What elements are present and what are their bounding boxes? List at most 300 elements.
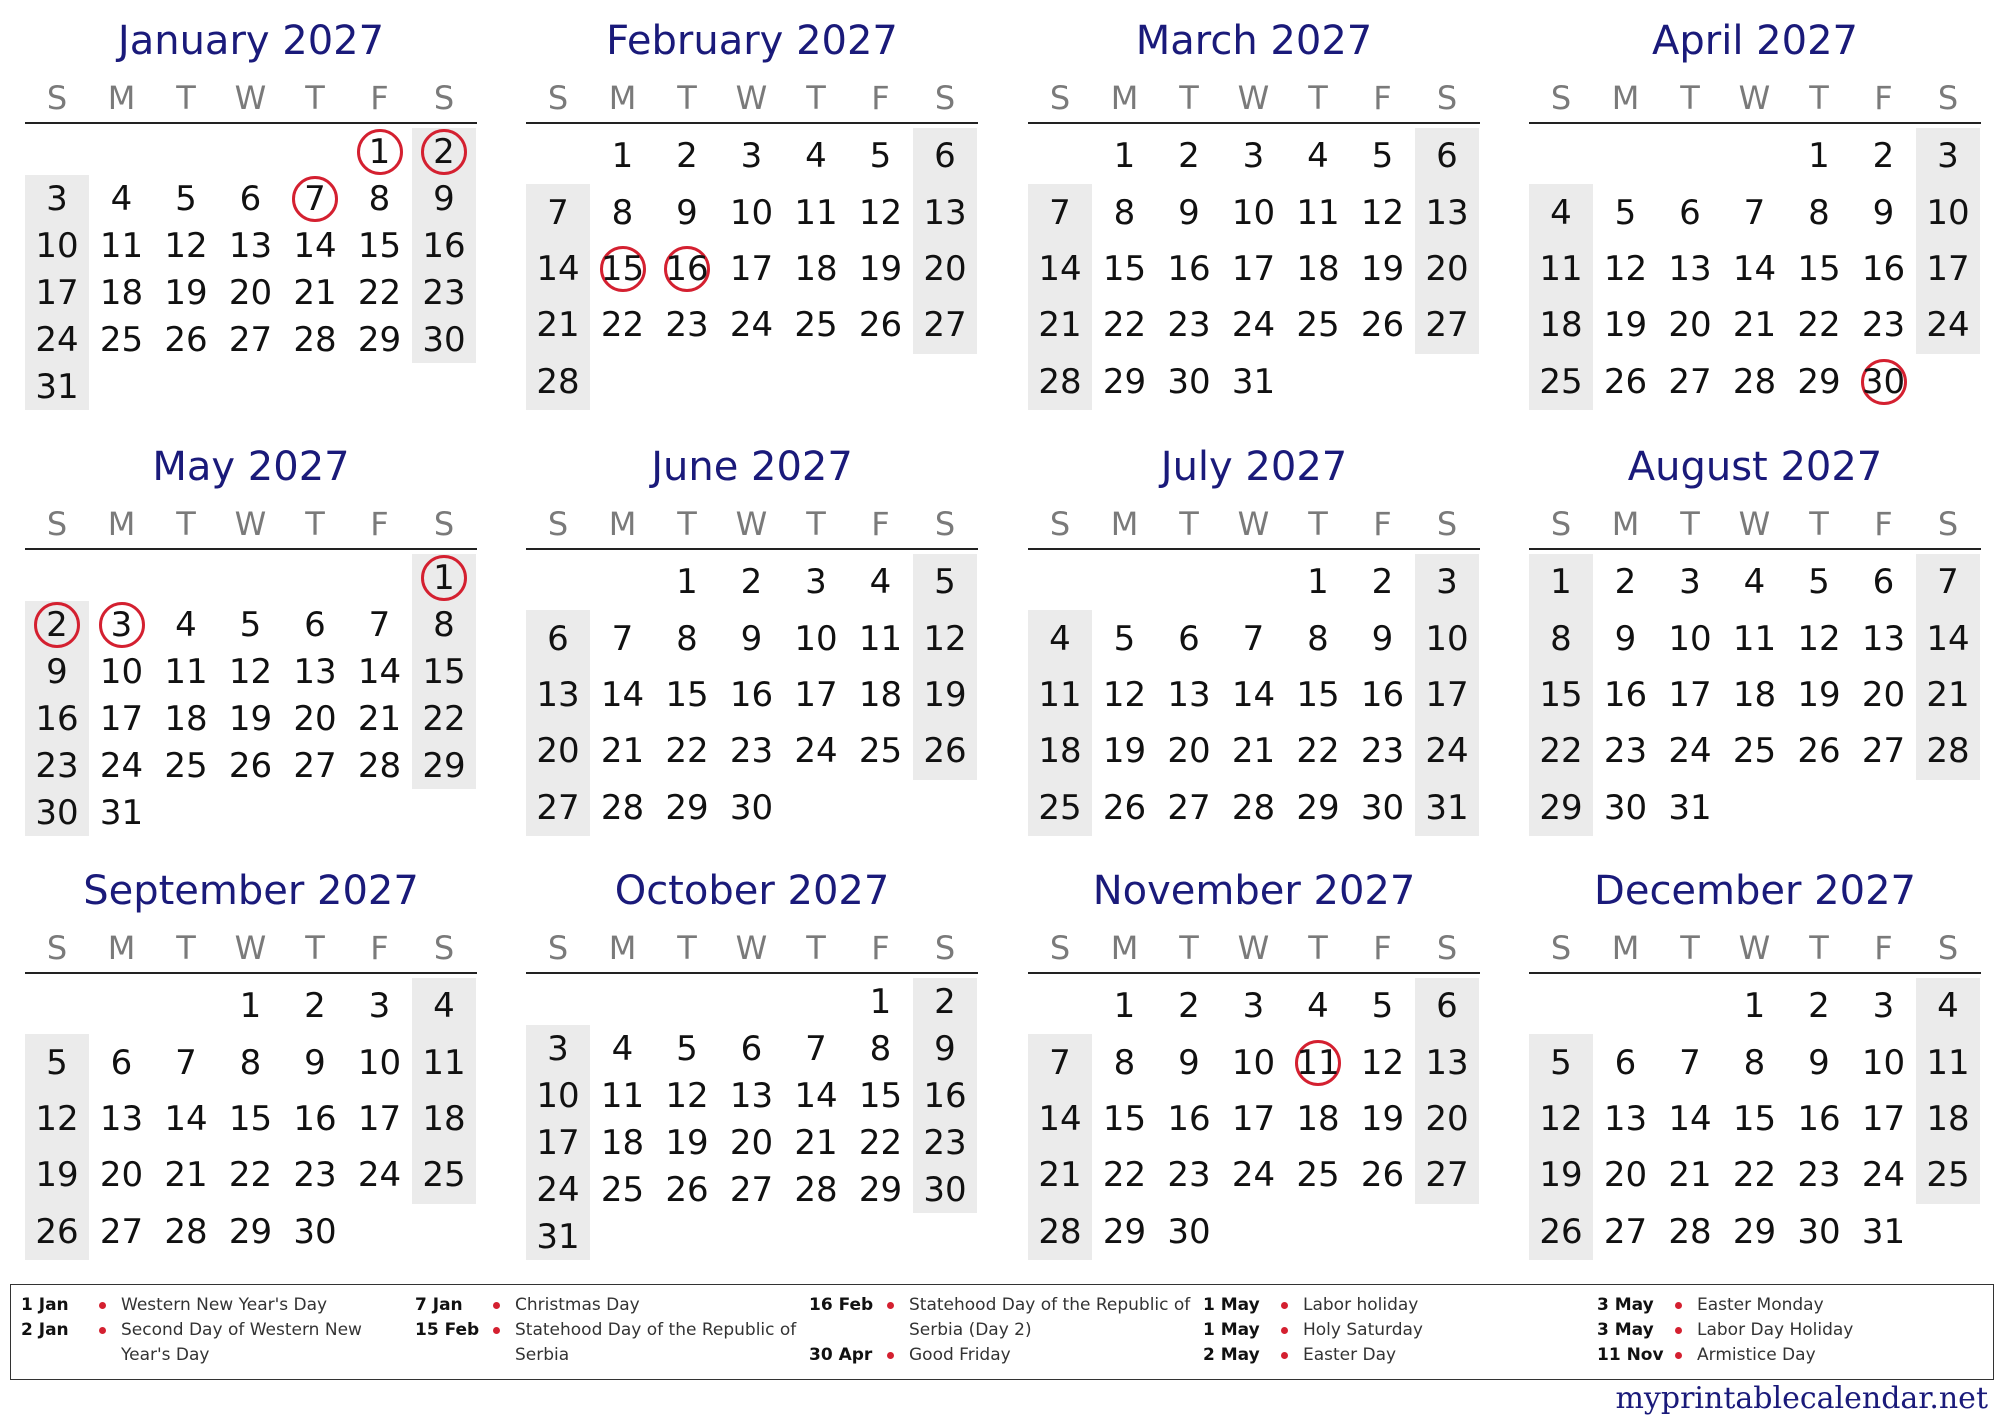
day-number: 24	[1231, 1155, 1276, 1196]
day-number: 23	[1603, 731, 1648, 772]
day-number: 9	[1808, 1042, 1830, 1083]
weekday-header: W	[1237, 505, 1270, 543]
day-number: 17	[729, 249, 774, 289]
day-number: 28	[1038, 1211, 1082, 1252]
day-number: 15	[1732, 1099, 1777, 1139]
day-number: 24	[99, 745, 144, 786]
day-number: 25	[794, 305, 838, 346]
day-number: 3	[547, 1028, 569, 1069]
weekday-header: T	[1809, 79, 1829, 117]
day-number: 12	[228, 651, 273, 692]
day-number: 11	[858, 618, 903, 659]
bullet-dot-icon	[1281, 1327, 1288, 1334]
day-number: 17	[794, 675, 838, 715]
holiday-legend	[10, 1284, 1994, 1380]
header-divider	[1028, 548, 1480, 550]
day-number: 24	[729, 305, 774, 346]
day-number: 21	[1038, 305, 1082, 346]
day-number: 7	[1679, 1042, 1701, 1083]
month-title: July 2027	[1160, 444, 1348, 490]
day-number: 27	[923, 305, 967, 346]
header-divider	[526, 122, 978, 124]
day-number: 18	[422, 1099, 466, 1139]
day-number: 22	[1102, 305, 1147, 346]
bullet-dot-icon	[1675, 1302, 1682, 1309]
holiday-name: Labor holiday	[1303, 1295, 1419, 1315]
weekday-header: S	[1550, 505, 1572, 543]
weekday-header: T	[176, 505, 196, 543]
day-number: 8	[1113, 1042, 1136, 1083]
day-number: 16	[923, 1075, 967, 1116]
month-calendar	[25, 850, 477, 1260]
day-number: 13	[1603, 1099, 1648, 1139]
weekday-header: S	[1937, 505, 1959, 543]
day-number: 6	[1436, 986, 1458, 1027]
day-number: 6	[1872, 562, 1895, 603]
day-number: 30	[293, 1211, 337, 1252]
weekday-header: M	[1110, 79, 1139, 117]
header-divider	[25, 548, 477, 550]
day-number: 4	[869, 562, 892, 603]
bullet-dot-icon	[1675, 1327, 1682, 1334]
day-number: 24	[357, 1155, 402, 1196]
weekday-header: S	[1937, 79, 1959, 117]
day-number: 13	[1167, 675, 1211, 715]
holiday-date: 3 May	[1597, 1320, 1654, 1340]
day-number: 20	[536, 731, 580, 772]
day-number: 14	[1231, 675, 1276, 715]
day-number: 19	[665, 1122, 709, 1163]
day-number: 7	[1049, 192, 1071, 233]
day-number: 18	[858, 675, 903, 715]
day-number: 13	[1425, 1042, 1469, 1083]
day-number: 6	[1178, 618, 1200, 659]
day-number: 3	[1937, 136, 1959, 177]
holiday-date: 2 May	[1203, 1345, 1260, 1365]
day-number: 27	[729, 1169, 774, 1210]
holiday-name: Easter Monday	[1697, 1295, 1824, 1315]
day-number: 26	[164, 319, 208, 360]
day-number: 26	[1797, 731, 1841, 772]
month-calendar	[1529, 850, 1981, 1260]
weekday-header: W	[1738, 929, 1771, 967]
day-number: 17	[1926, 249, 1970, 289]
bullet-dot-icon	[1281, 1352, 1288, 1359]
weekday-header: S	[547, 929, 569, 967]
day-number: 25	[164, 745, 208, 786]
holiday-name: Statehood Day of the Republic of Serbia	[515, 1320, 797, 1365]
holiday-date: 30 Apr	[809, 1345, 873, 1365]
day-number: 2	[676, 136, 698, 177]
day-number: 30	[1167, 1211, 1211, 1252]
day-number: 19	[923, 675, 967, 715]
holiday-name: Holy Saturday	[1303, 1320, 1423, 1340]
day-number: 26	[35, 1211, 79, 1252]
header-divider	[1028, 972, 1480, 974]
header-divider	[1529, 548, 1981, 550]
month-calendar	[526, 0, 978, 410]
day-number: 2	[1872, 136, 1895, 177]
weekday-header: W	[735, 929, 768, 967]
holiday-date: 1 May	[1203, 1320, 1260, 1340]
day-number: 4	[1550, 192, 1572, 233]
weekday-header: F	[1373, 929, 1392, 967]
weekday-header: S	[1550, 929, 1572, 967]
day-number: 19	[1360, 249, 1405, 289]
day-number: 10	[1926, 192, 1970, 233]
day-number: 27	[1668, 361, 1712, 402]
bullet-dot-icon	[1281, 1302, 1288, 1309]
weekday-header: F	[1874, 505, 1893, 543]
weekday-header: M	[1110, 505, 1139, 543]
day-number: 22	[1732, 1155, 1777, 1196]
day-number: 6	[239, 178, 262, 219]
day-number: 15	[858, 1075, 903, 1116]
weekday-header: T	[1809, 929, 1829, 967]
header-divider	[526, 548, 978, 550]
day-number: 11	[1038, 675, 1082, 715]
day-number: 17	[1668, 675, 1712, 715]
day-number: 9	[1178, 1042, 1200, 1083]
day-number: 25	[1038, 787, 1082, 828]
day-number: 15	[1797, 249, 1841, 289]
day-number: 7	[805, 1028, 827, 1069]
day-number: 27	[99, 1211, 144, 1252]
day-number: 16	[665, 249, 709, 289]
day-number: 25	[99, 319, 144, 360]
weekday-header: W	[234, 505, 267, 543]
day-number: 12	[164, 225, 208, 266]
day-number: 21	[1668, 1155, 1712, 1196]
day-number: 1	[611, 136, 634, 177]
day-number: 6	[1614, 1042, 1637, 1083]
day-number: 14	[1038, 249, 1082, 289]
day-number: 2	[433, 131, 455, 172]
day-number: 16	[293, 1099, 337, 1139]
weekday-header: T	[677, 505, 697, 543]
day-number: 2	[740, 562, 763, 603]
weekday-header: W	[735, 505, 768, 543]
day-number: 1	[1113, 136, 1136, 177]
day-number: 1	[1743, 986, 1766, 1027]
month-calendar	[1028, 426, 1480, 836]
day-number: 28	[293, 319, 337, 360]
day-number: 11	[164, 651, 208, 692]
day-number: 28	[1231, 787, 1276, 828]
weekday-header: T	[1680, 929, 1700, 967]
weekday-header: T	[806, 79, 826, 117]
day-number: 24	[35, 319, 79, 360]
holiday-date: 3 May	[1597, 1295, 1654, 1315]
month-title: September 2027	[83, 868, 419, 914]
weekday-header: F	[1874, 79, 1893, 117]
day-number: 31	[1668, 787, 1712, 828]
day-number: 3	[1679, 562, 1701, 603]
weekday-header: S	[1550, 79, 1572, 117]
day-number: 11	[99, 225, 144, 266]
holiday-name: Good Friday	[909, 1345, 1011, 1365]
month-title: November 2027	[1092, 868, 1416, 914]
weekday-header: F	[1373, 79, 1392, 117]
day-number: 24	[1425, 731, 1469, 772]
day-number: 18	[1296, 249, 1340, 289]
day-number: 12	[1360, 1042, 1405, 1083]
day-number: 12	[665, 1075, 709, 1116]
day-number: 7	[547, 192, 569, 233]
day-number: 18	[1732, 675, 1777, 715]
header-divider	[526, 972, 978, 974]
day-number: 24	[1668, 731, 1712, 772]
day-number: 27	[1425, 305, 1469, 346]
weekday-header: T	[1179, 929, 1199, 967]
day-number: 26	[923, 731, 967, 772]
weekday-header: S	[433, 929, 455, 967]
day-number: 8	[611, 192, 634, 233]
weekday-header: F	[871, 505, 890, 543]
day-number: 1	[676, 562, 698, 603]
month-title: February 2027	[606, 18, 898, 64]
month-title: May 2027	[152, 444, 350, 490]
weekday-header: S	[547, 79, 569, 117]
weekday-header: T	[1308, 79, 1328, 117]
day-number: 16	[422, 225, 466, 266]
weekday-header: S	[433, 505, 455, 543]
day-number: 28	[536, 361, 580, 402]
day-number: 2	[1371, 562, 1394, 603]
day-number: 29	[665, 787, 709, 828]
weekday-header: S	[1049, 929, 1071, 967]
weekday-header: W	[1237, 79, 1270, 117]
day-number: 29	[1102, 1211, 1147, 1252]
day-number: 6	[110, 1042, 133, 1083]
holiday-name: Western New Year's Day	[121, 1295, 328, 1315]
day-number: 17	[1861, 1099, 1906, 1139]
header-divider	[25, 972, 477, 974]
month-calendar	[25, 0, 477, 410]
day-number: 30	[35, 792, 79, 833]
day-number: 17	[536, 1122, 580, 1163]
day-number: 27	[1603, 1211, 1648, 1252]
day-number: 3	[805, 562, 827, 603]
day-number: 8	[1307, 618, 1329, 659]
weekday-header: T	[305, 929, 325, 967]
day-number: 10	[1231, 192, 1276, 233]
day-number: 19	[1360, 1099, 1405, 1139]
day-number: 10	[1425, 618, 1469, 659]
day-number: 26	[228, 745, 273, 786]
day-number: 17	[1231, 1099, 1276, 1139]
day-number: 10	[1231, 1042, 1276, 1083]
day-number: 8	[869, 1028, 892, 1069]
day-number: 19	[1603, 305, 1648, 346]
holiday-date: 16 Feb	[809, 1295, 874, 1315]
day-number: 23	[1797, 1155, 1841, 1196]
day-number: 20	[1425, 1099, 1469, 1139]
weekday-header: M	[107, 929, 136, 967]
day-number: 8	[433, 604, 455, 645]
day-number: 20	[1167, 731, 1211, 772]
day-number: 5	[1550, 1042, 1572, 1083]
holiday-name: Easter Day	[1303, 1345, 1397, 1365]
day-number: 28	[1668, 1211, 1712, 1252]
day-number: 20	[729, 1122, 774, 1163]
day-number: 27	[228, 319, 273, 360]
day-number: 28	[164, 1211, 208, 1252]
month-title: January 2027	[117, 18, 385, 64]
day-number: 2	[1178, 986, 1200, 1027]
weekday-header: S	[46, 505, 68, 543]
day-number: 3	[110, 604, 133, 645]
day-number: 3	[46, 178, 68, 219]
day-number: 15	[1102, 1099, 1147, 1139]
day-number: 2	[1178, 136, 1200, 177]
day-number: 14	[1926, 618, 1970, 659]
day-number: 26	[858, 305, 903, 346]
day-number: 4	[1049, 618, 1071, 659]
day-number: 17	[99, 698, 144, 739]
day-number: 11	[1539, 249, 1583, 289]
day-number: 23	[1360, 731, 1405, 772]
day-number: 11	[422, 1042, 466, 1083]
day-number: 22	[1797, 305, 1841, 346]
day-number: 15	[1102, 249, 1147, 289]
day-number: 8	[1743, 1042, 1766, 1083]
day-number: 3	[1242, 986, 1265, 1027]
day-number: 27	[1425, 1155, 1469, 1196]
day-number: 8	[1550, 618, 1572, 659]
weekday-header: T	[176, 79, 196, 117]
day-number: 25	[600, 1169, 645, 1210]
day-number: 7	[1242, 618, 1265, 659]
day-number: 1	[869, 981, 892, 1022]
month-calendar	[1028, 850, 1480, 1260]
day-number: 18	[1038, 731, 1082, 772]
day-number: 27	[293, 745, 337, 786]
day-number: 22	[228, 1155, 273, 1196]
day-number: 1	[1550, 562, 1572, 603]
site-url[interactable]: myprintablecalendar.net	[1615, 1381, 1988, 1416]
weekday-header: T	[1308, 929, 1328, 967]
day-number: 20	[1668, 305, 1712, 346]
day-number: 4	[175, 604, 197, 645]
day-number: 17	[357, 1099, 402, 1139]
day-number: 24	[1231, 305, 1276, 346]
day-number: 15	[422, 651, 466, 692]
month-title: October 2027	[614, 868, 890, 914]
weekday-header: T	[305, 79, 325, 117]
day-number: 31	[536, 1216, 580, 1257]
day-number: 4	[1937, 986, 1959, 1027]
day-number: 2	[46, 604, 68, 645]
weekday-header: S	[934, 929, 956, 967]
weekday-header: T	[1809, 505, 1829, 543]
day-number: 10	[536, 1075, 580, 1116]
day-number: 23	[35, 745, 79, 786]
day-number: 23	[1861, 305, 1906, 346]
day-number: 16	[1360, 675, 1405, 715]
day-number: 12	[1539, 1099, 1583, 1139]
day-number: 17	[1231, 249, 1276, 289]
day-number: 7	[611, 618, 634, 659]
day-number: 26	[1603, 361, 1648, 402]
day-number: 5	[46, 1042, 68, 1083]
day-number: 10	[794, 618, 838, 659]
weekday-header: M	[608, 929, 637, 967]
day-number: 5	[1371, 136, 1394, 177]
day-number: 12	[1603, 249, 1648, 289]
day-number: 27	[536, 787, 580, 828]
day-number: 22	[665, 731, 709, 772]
day-number: 13	[1425, 192, 1469, 233]
bullet-dot-icon	[99, 1302, 106, 1309]
day-number: 11	[1296, 1042, 1340, 1083]
day-number: 1	[1113, 986, 1136, 1027]
day-number: 8	[1113, 192, 1136, 233]
day-number: 28	[600, 787, 645, 828]
day-number: 5	[869, 136, 892, 177]
weekday-header: F	[871, 79, 890, 117]
month-calendar	[526, 850, 978, 1260]
weekday-header: F	[370, 929, 389, 967]
day-number: 21	[1926, 675, 1970, 715]
day-number: 29	[357, 319, 402, 360]
day-number: 14	[293, 225, 337, 266]
day-number: 6	[304, 604, 326, 645]
day-number: 31	[1425, 787, 1469, 828]
day-number: 15	[1539, 675, 1583, 715]
day-number: 21	[164, 1155, 208, 1196]
day-number: 21	[1231, 731, 1276, 772]
day-number: 31	[99, 792, 144, 833]
day-number: 4	[1307, 986, 1329, 1027]
weekday-header: M	[608, 505, 637, 543]
day-number: 21	[293, 272, 337, 313]
day-number: 23	[665, 305, 709, 346]
day-number: 20	[1425, 249, 1469, 289]
day-number: 13	[99, 1099, 144, 1139]
day-number: 20	[293, 698, 337, 739]
day-number: 15	[665, 675, 709, 715]
day-number: 18	[600, 1122, 645, 1163]
weekday-header: M	[1110, 929, 1139, 967]
day-number: 16	[729, 675, 774, 715]
weekday-header: M	[107, 79, 136, 117]
day-number: 3	[1242, 136, 1265, 177]
day-number: 4	[110, 178, 133, 219]
day-number: 3	[740, 136, 763, 177]
day-number: 29	[1732, 1211, 1777, 1252]
day-number: 18	[99, 272, 144, 313]
header-divider	[1529, 122, 1981, 124]
day-number: 20	[1861, 675, 1906, 715]
day-number: 9	[46, 651, 68, 692]
day-number: 10	[1861, 1042, 1906, 1083]
weekday-header: W	[1237, 929, 1270, 967]
month-title: December 2027	[1594, 868, 1916, 914]
day-number: 19	[228, 698, 273, 739]
day-number: 27	[1861, 731, 1906, 772]
day-number: 19	[1797, 675, 1841, 715]
day-number: 29	[422, 745, 466, 786]
day-number: 26	[1102, 787, 1147, 828]
day-number: 23	[293, 1155, 337, 1196]
day-number: 18	[164, 698, 208, 739]
month-title: August 2027	[1627, 444, 1883, 490]
day-number: 4	[1743, 562, 1766, 603]
day-number: 16	[35, 698, 79, 739]
weekday-header: S	[1436, 929, 1458, 967]
month-calendar	[526, 426, 978, 836]
